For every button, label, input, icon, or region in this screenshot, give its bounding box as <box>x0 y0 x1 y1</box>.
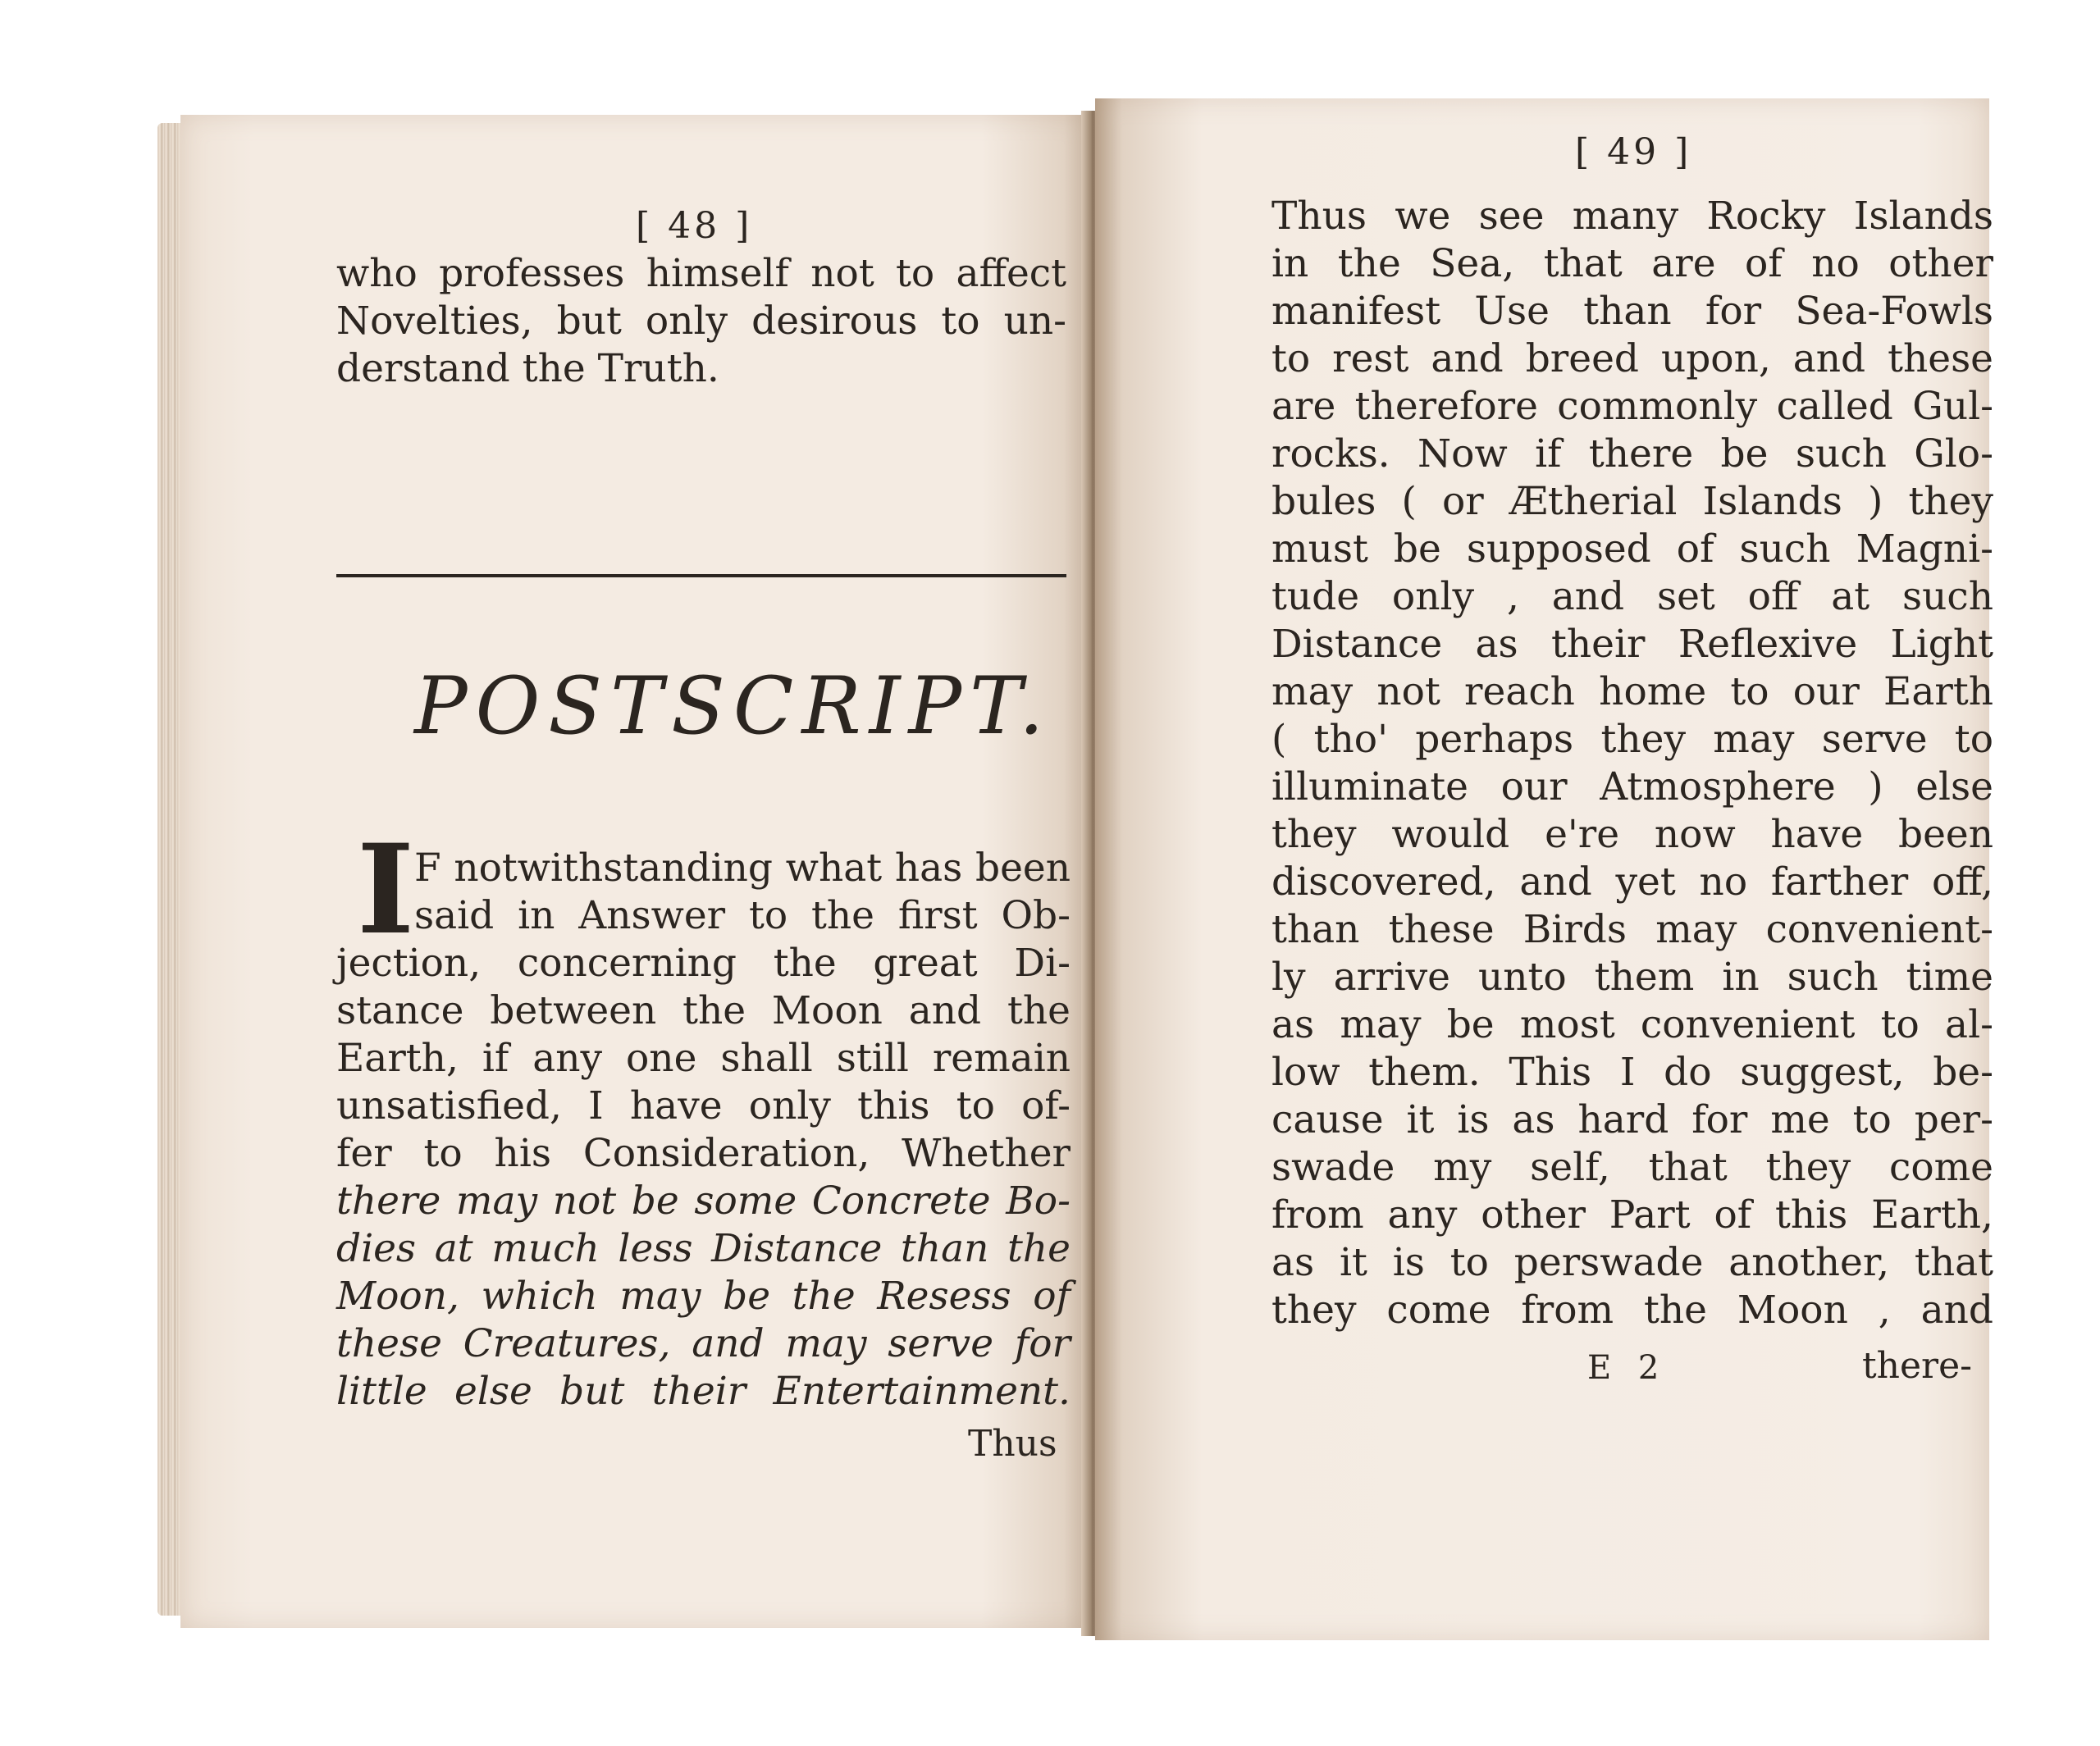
text-line: Novelties, but only desirous to un- <box>336 299 1066 344</box>
text-line: as it is to perswade another, that <box>1271 1240 1993 1285</box>
text-line: cause it is as hard for me to per- <box>1271 1097 1993 1142</box>
text-line: tude only , and set off at such <box>1271 574 1993 619</box>
text-line: illuminate our Atmosphere ) else <box>1271 764 1993 809</box>
signature-mark: E 2 <box>1587 1349 1668 1387</box>
text-line: dies at much less Distance than the <box>336 1226 1071 1271</box>
text-line: in the Sea, that are of no other <box>1271 241 1993 286</box>
text-line: are therefore commonly called Gul- <box>1271 384 1993 429</box>
text-line: than these Birds may convenient- <box>1271 907 1993 952</box>
text-line: F notwithstanding what has been <box>414 846 1071 891</box>
section-divider <box>336 574 1066 577</box>
drop-cap: I <box>357 818 415 962</box>
text-line: manifest Use than for Sea-Fowls <box>1271 289 1993 334</box>
right-body-text <box>1271 193 1993 1334</box>
postscript-heading: POSTSCRIPT. <box>414 660 1052 752</box>
text-line: there may not be some Concrete Bo- <box>336 1178 1071 1224</box>
text-line: who professes himself not to affect <box>336 251 1066 296</box>
text-line: these Creatures, and may serve for <box>336 1321 1071 1366</box>
text-line: Thus we see many Rocky Islands <box>1271 194 1993 239</box>
text-line: they come from the Moon , and <box>1271 1288 1993 1333</box>
text-line: jection, concerning the great Di- <box>336 941 1071 986</box>
text-line: Earth, if any one shall still remain <box>336 1036 1071 1081</box>
text-line: may not reach home to our Earth <box>1271 669 1993 714</box>
text-line: swade my self, that they come <box>1271 1145 1993 1190</box>
text-line: ly arrive unto them in such time <box>1271 955 1993 1000</box>
text-line: unsatisfied, I have only this to of- <box>336 1083 1071 1128</box>
text-line: they would e're now have been <box>1271 812 1993 857</box>
text-line: stance between the Moon and the <box>336 988 1071 1033</box>
open-book <box>148 94 1993 1653</box>
text-line: little else but their Entertainment. <box>336 1369 1071 1414</box>
page-number-right: [ 49 ] <box>1575 131 1692 173</box>
text-line: from any other Part of this Earth, <box>1271 1192 1993 1238</box>
text-line: rocks. Now if there be such Glo- <box>1271 431 1993 476</box>
text-line: as may be most convenient to al- <box>1271 1002 1993 1047</box>
text-line: discovered, and yet no farther off, <box>1271 859 1993 905</box>
text-line: ( tho' perhaps they may serve to <box>1271 717 1993 762</box>
left-page <box>180 115 1091 1628</box>
page-number-left: [ 48 ] <box>636 205 753 247</box>
text-line: low them. This I do suggest, be- <box>1271 1050 1993 1095</box>
text-line: bules ( or Ætherial Islands ) they <box>1271 479 1993 524</box>
right-page <box>1095 98 1993 1640</box>
text-line: derstand the Truth. <box>336 346 719 391</box>
catchword-right: there- <box>1862 1345 1972 1387</box>
text-line: fer to his Consideration, Whether <box>336 1131 1071 1176</box>
postscript-body <box>336 845 1071 1415</box>
text-line: said in Answer to the first Ob- <box>414 893 1071 938</box>
left-intro-text <box>336 250 1066 393</box>
text-line: Moon, which may be the Resess of <box>336 1274 1071 1319</box>
text-line: Distance as their Reflexive Light <box>1271 622 1993 667</box>
text-line: must be supposed of such Magni- <box>1271 527 1993 572</box>
text-line: to rest and breed upon, and these <box>1271 336 1993 381</box>
catchword-left: Thus <box>968 1423 1057 1465</box>
